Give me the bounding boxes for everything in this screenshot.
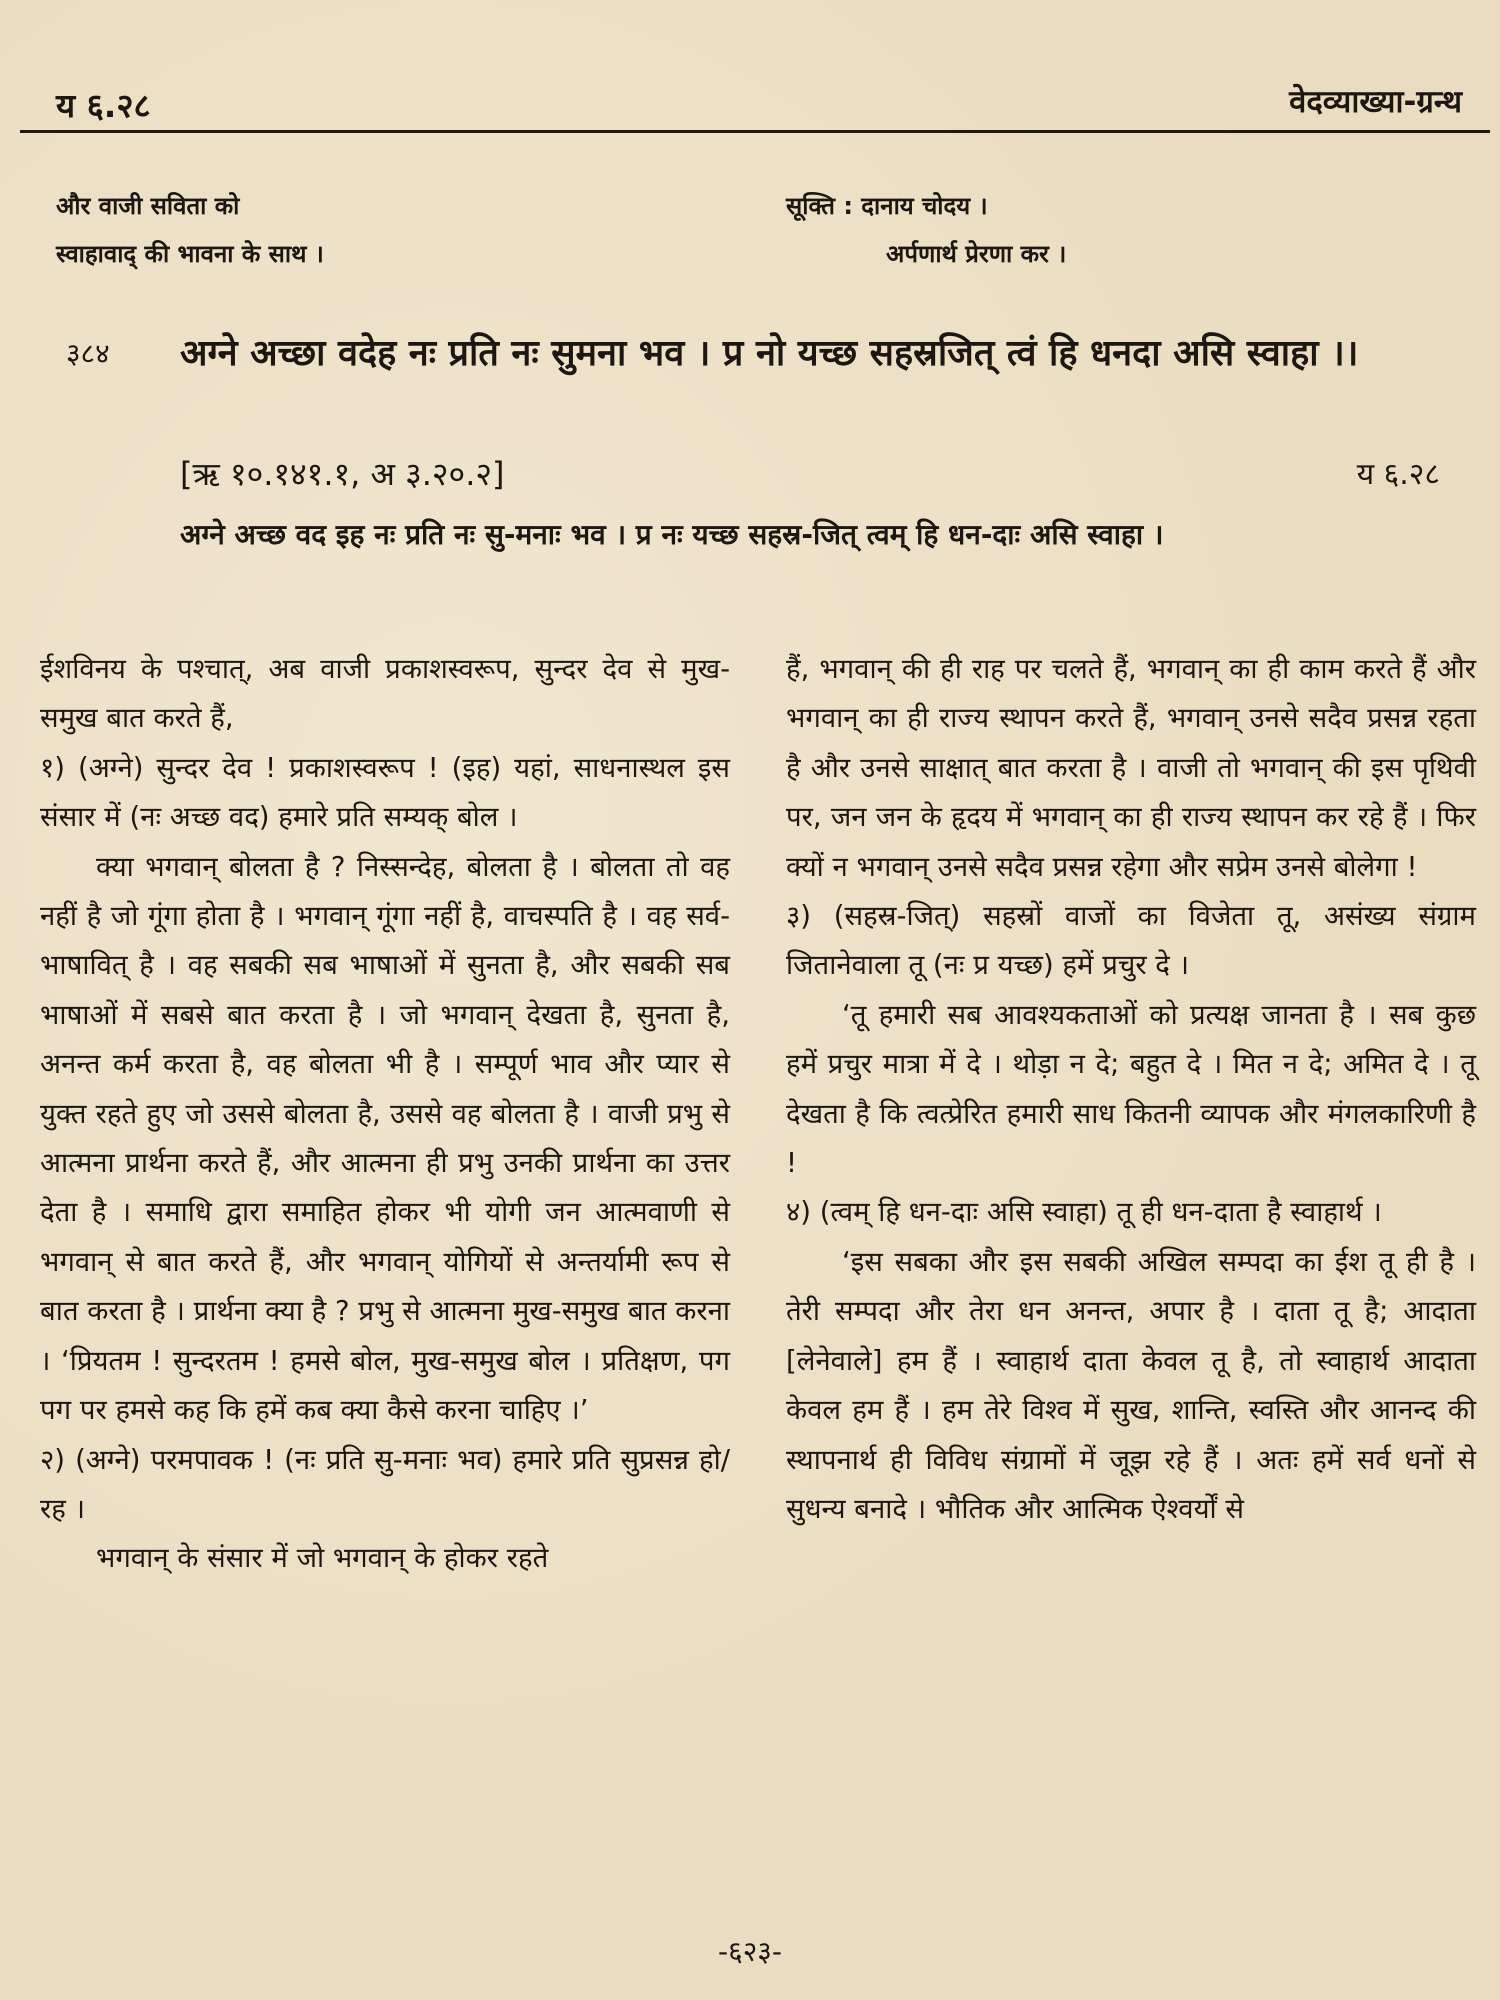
intro-left bbox=[56, 182, 324, 278]
running-header-left: य ६.२८ bbox=[56, 86, 151, 125]
paragraph: ३) (सहस्र-जित्) सहस्रों वाजों का विजेता तू, असंख्य संग्राम जितानेवाला तू (नः प्र यच्छ) हमें प्रचुर दे । bbox=[786, 900, 1476, 982]
intro-right-line-1: सूक्ति : दानाय चोदय । bbox=[786, 192, 988, 220]
mantra-number: ३८४ bbox=[66, 337, 110, 370]
intro-right bbox=[786, 182, 1066, 278]
intro-left-line-2: स्वाहावाद् की भावना के साथ । bbox=[56, 240, 324, 268]
running-header-right: वेदव्याख्या-ग्रन्थ bbox=[1289, 84, 1462, 120]
intro-left-line-1: और वाजी सविता को bbox=[56, 192, 240, 220]
mantra-text: अग्ने अच्छा वदेह नः प्रति नः सुमना भव । प्र नो यच्छ सहस्रजित् त्वं हि धनदा असि स्वाहा ।। bbox=[180, 333, 1359, 374]
left-column bbox=[40, 645, 730, 1584]
page-number: -६२३- bbox=[718, 1935, 782, 1968]
intro-right-line-2: अर्पणार्थ प्रेरणा कर । bbox=[886, 240, 1067, 268]
padapatha-text: अग्ने अच्छ वद इह नः प्रति नः सु-मनाः भव । प्र नः यच्छ सहस्र-जित् त्वम् हि धन-दाः असि स्वाहा । bbox=[180, 518, 1164, 551]
paragraph: १) (अग्ने) सुन्दर देव ! प्रकाशस्वरूप ! (इह) यहां, साधनास्थल इस संसार में (नः अच्छ वद) हमारे प्रति सम्यक् बोल । bbox=[40, 751, 730, 834]
mantra-source: य ६.२८ bbox=[1356, 457, 1440, 492]
paragraph: भगवान् के संसार में जो भगवान् के होकर रहते bbox=[96, 1542, 549, 1575]
paragraph: २) (अग्ने) परमपावक ! (नः प्रति सु-मनाः भव) हमारे प्रति सुप्रसन्न हो/रह । bbox=[40, 1443, 730, 1525]
paragraph: हैं, भगवान् की ही राह पर चलते हैं, भगवान् का ही काम करते हैं और भगवान् का ही राज्य स्थापन करते हैं, भगवान् उनसे सदैव प्रसन्न रहता है और उनसे साक्षात् बात करता है । वाजी तो भगवान् की इस पृथिवी पर, जन जन के हृदय में भगवान् का ही राज्य स्थापन कर रहे हैं । फिर क्यों न भगवान् उनसे सदैव प्रसन्न रहेगा और सप्रेम उनसे बोलेगा ! bbox=[786, 653, 1476, 883]
mantra-references: [ऋ १०.१४१.१, अ ३.२०.२] bbox=[180, 455, 505, 493]
paragraph: ४) (त्वम् हि धन-दाः असि स्वाहा) तू ही धन-दाता है स्वाहार्थ । bbox=[786, 1196, 1382, 1229]
paragraph: ईशविनय के पश्चात्, अब वाजी प्रकाशस्वरूप, सुन्दर देव से मुख-समुख बात करते हैं, bbox=[40, 653, 730, 735]
header-rule bbox=[20, 130, 1490, 133]
paragraph: ‘इस सबका और इस सबकी अखिल सम्पदा का ईश तू ही है । तेरी सम्पदा और तेरा धन अनन्त, अपार है । दाता तू है; आदाता [लेनेवाले] हम हैं । स्वाहार्थ दाता केवल तू है, तो स्वाहार्थ आदाता केवल हम हैं । हम तेरे विश्व में सुख, शान्ति, स्वस्ति और आनन्द की स्थापनार्थ ही विविध संग्रामों में जूझ रहे हैं । अतः हमें सर्व धनों से सुधन्य बनादे । भौतिक और आत्मिक ऐश्वर्यों से bbox=[786, 1245, 1476, 1525]
paragraph: क्या भगवान् बोलता है ? निस्सन्देह, बोलता है । बोलता तो वह नहीं है जो गूंगा होता है । भगवान् गूंगा नहीं है, वाचस्पति है । वह सर्व-भाषावित् है । वह सबकी सब भाषाओं में सुनता है, और सबकी सब भाषाओं में सबसे बात करता है । जो भगवान् देखता है, सुनता है, अनन्त कर्म करता है, वह बोलता भी है । सम्पूर्ण भाव और प्यार से युक्त रहते हुए जो उससे बोलता है, उससे वह बोलता है । वाजी प्रभु से आत्मना प्रार्थना करते हैं, और आत्मना ही प्रभु उनकी प्रार्थना का उत्तर देता है । समाधि द्वारा समाहित होकर भी योगी जन आत्मवाणी से भगवान् से बात करते हैं, और भगवान् योगियों से अन्तर्यामी रूप से बात करता है । प्रार्थना क्या है ? प्रभु से आत्मना मुख-समुख बात करना । ‘प्रियतम ! सुन्दरतम ! हमसे बोल, मुख-समुख बोल । प्रतिक्षण, पग पग पर हमसे कह कि हमें कब क्या कैसे करना चाहिए ।’ bbox=[40, 850, 730, 1427]
paragraph: ‘तू हमारी सब आवश्यकताओं को प्रत्यक्ष जानता है । सब कुछ हमें प्रचुर मात्रा में दे । थोड़ा न दे; बहुत दे । मित न दे; अमित दे । तू देखता है कि त्वत्प्रेरित हमारी साध कितनी व्यापक और मंगलकारिणी है ! bbox=[786, 998, 1476, 1180]
right-column bbox=[786, 645, 1476, 1534]
